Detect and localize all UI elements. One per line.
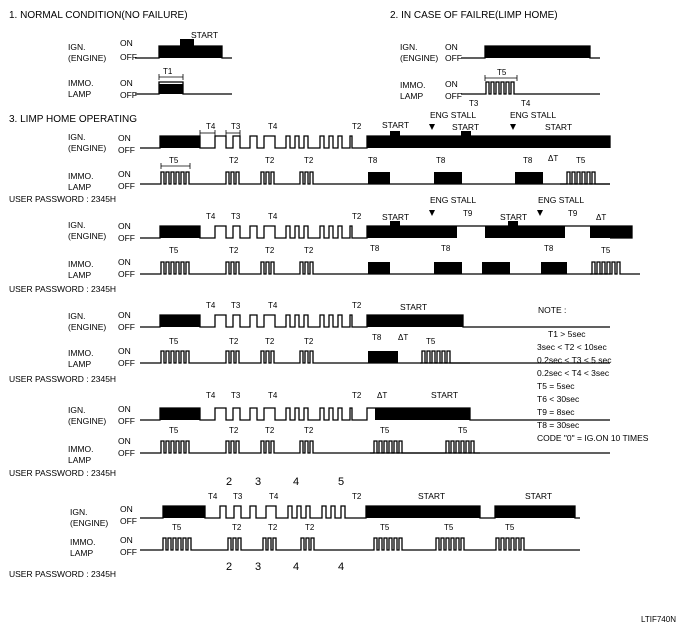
s2-ign-on: ON bbox=[445, 42, 458, 52]
e-engine-label: (ENGINE) bbox=[70, 518, 109, 528]
b-t8-block-1 bbox=[368, 262, 390, 274]
e-digit-bottom-4: 4 bbox=[338, 561, 345, 573]
e-digit-bottom-2: 3 bbox=[255, 561, 262, 573]
s1-lamp-label: LAMP bbox=[68, 89, 92, 99]
d-t2-1: T2 bbox=[229, 426, 239, 435]
s1-start: START bbox=[191, 30, 219, 40]
d-ign-label: IGN. bbox=[68, 405, 86, 415]
b-immo-on: ON bbox=[118, 257, 131, 267]
b-immo-off: OFF bbox=[118, 269, 135, 279]
c-t2-1: T2 bbox=[229, 337, 239, 346]
e-ign-label: IGN. bbox=[70, 507, 88, 517]
d-t4-1: T4 bbox=[206, 391, 216, 400]
figure-id: LTIF740N bbox=[641, 615, 676, 624]
c-delta: ΔT bbox=[398, 333, 409, 342]
b-stall-arrow-2 bbox=[537, 210, 543, 216]
e-t4-2: T4 bbox=[269, 492, 279, 501]
b-t8-2: T8 bbox=[441, 244, 451, 253]
a-ign-on: ON bbox=[118, 133, 131, 143]
b-t4-1: T4 bbox=[206, 212, 216, 221]
e-t2-3: T2 bbox=[305, 523, 315, 532]
a-t8-block-2 bbox=[434, 172, 462, 184]
c-t4-2: T4 bbox=[268, 301, 278, 310]
b-ign-label: IGN. bbox=[68, 220, 86, 230]
b-t2-2: T2 bbox=[265, 246, 275, 255]
e-t2-1: T2 bbox=[232, 523, 242, 532]
a-t8-2: T8 bbox=[436, 156, 446, 165]
c-immo-off: OFF bbox=[118, 358, 135, 368]
a-delta: ΔT bbox=[548, 154, 559, 163]
note-line-7: T9 = 8sec bbox=[537, 407, 575, 417]
s1-ign-label: IGN. bbox=[68, 42, 86, 52]
e-immo-label: IMMO. bbox=[70, 537, 96, 547]
s2-ign-off: OFF bbox=[445, 53, 462, 63]
note-line-3: 0.2sec < T3 < 5 sec bbox=[537, 355, 612, 365]
b-t2-1: T2 bbox=[229, 246, 239, 255]
s1-start-block bbox=[180, 39, 194, 46]
note-line-9: CODE "0" = IG.ON 10 TIMES bbox=[537, 433, 649, 443]
d-t5-1: T5 bbox=[169, 426, 179, 435]
b-t8-block-4 bbox=[541, 262, 567, 274]
c-immo-on: ON bbox=[118, 346, 131, 356]
c-engine-label: (ENGINE) bbox=[68, 322, 107, 332]
s1-immo-block bbox=[159, 84, 183, 94]
d-t2-3: T2 bbox=[304, 426, 314, 435]
d-password: USER PASSWORD : 2345H bbox=[9, 468, 117, 478]
a-t4-2: T4 bbox=[268, 122, 278, 131]
e-t5-4: T5 bbox=[505, 523, 515, 532]
e-digit-top-4: 5 bbox=[338, 476, 345, 488]
b-t4-2: T4 bbox=[268, 212, 278, 221]
s2-lamp-label: LAMP bbox=[400, 91, 424, 101]
d-immo-label: IMMO. bbox=[68, 444, 94, 454]
e-digit-top-3: 4 bbox=[293, 476, 300, 488]
a-stall-arrow-1 bbox=[429, 124, 435, 130]
a-immo-off: OFF bbox=[118, 181, 135, 191]
b-t2-3: T2 bbox=[304, 246, 314, 255]
d-immo-on: ON bbox=[118, 436, 131, 446]
a-t4-1: T4 bbox=[206, 122, 216, 131]
b-t2-top: T2 bbox=[352, 212, 362, 221]
a-t2-2: T2 bbox=[265, 156, 275, 165]
s2-engine-label: (ENGINE) bbox=[400, 53, 439, 63]
d-delta: ΔT bbox=[377, 391, 388, 400]
e-immo-wave bbox=[140, 538, 580, 550]
e-t5-1: T5 bbox=[172, 523, 182, 532]
c-t2-2: T2 bbox=[265, 337, 275, 346]
d-t4-2: T4 bbox=[268, 391, 278, 400]
s1-engine-label: (ENGINE) bbox=[68, 53, 107, 63]
a-start-1: START bbox=[382, 120, 410, 130]
s2-t5: T5 bbox=[497, 68, 507, 77]
section3-title: 3. LIMP HOME OPERATING bbox=[9, 114, 137, 125]
note-title: NOTE : bbox=[538, 305, 567, 315]
d-immo-wave-2 bbox=[370, 441, 480, 453]
a-t5-1: T5 bbox=[169, 156, 179, 165]
c-ign-run bbox=[367, 315, 463, 327]
s1-immo-on: ON bbox=[120, 78, 133, 88]
c-t8-block bbox=[368, 351, 398, 363]
d-t3: T3 bbox=[231, 391, 241, 400]
b-t8-1: T8 bbox=[370, 244, 380, 253]
b-start-2: START bbox=[500, 212, 528, 222]
e-ign-run-1 bbox=[366, 506, 480, 518]
b-delta: ΔT bbox=[596, 213, 607, 222]
e-lamp-label: LAMP bbox=[70, 548, 94, 558]
b-lamp-label: LAMP bbox=[68, 270, 92, 280]
e-t4-1: T4 bbox=[208, 492, 218, 501]
b-t8-block-2 bbox=[434, 262, 462, 274]
s1-ign-on: ON bbox=[120, 38, 133, 48]
s2-immo-label: IMMO. bbox=[400, 80, 426, 90]
note-line-1: T1 > 5sec bbox=[548, 329, 586, 339]
b-ign-on: ON bbox=[118, 221, 131, 231]
e-password: USER PASSWORD : 2345H bbox=[9, 569, 117, 579]
b-eng-stall-1: ENG STALL bbox=[430, 195, 477, 205]
c-t5-2: T5 bbox=[426, 337, 436, 346]
e-ign-on: ON bbox=[120, 504, 133, 514]
e-ign-run-2 bbox=[495, 506, 575, 518]
d-t2-top: T2 bbox=[352, 391, 362, 400]
a-stall-arrow-2 bbox=[510, 124, 516, 130]
b-t3: T3 bbox=[231, 212, 241, 221]
b-t8-block-3 bbox=[482, 262, 510, 274]
b-t9-2: T9 bbox=[568, 209, 578, 218]
note-line-8: T8 = 30sec bbox=[537, 420, 580, 430]
a-eng-stall-1: ENG STALL bbox=[430, 110, 477, 120]
s2-ign-block bbox=[485, 46, 590, 58]
s2-ign-label: IGN. bbox=[400, 42, 418, 52]
a-start-3: START bbox=[545, 122, 573, 132]
a-immo-on: ON bbox=[118, 169, 131, 179]
e-t5-2: T5 bbox=[380, 523, 390, 532]
a-ign-off: OFF bbox=[118, 145, 135, 155]
a-immo-wave-2 bbox=[560, 172, 610, 184]
c-password: USER PASSWORD : 2345H bbox=[9, 374, 117, 384]
c-immo-wave-2 bbox=[420, 351, 470, 363]
d-t2-2: T2 bbox=[265, 426, 275, 435]
c-t3: T3 bbox=[231, 301, 241, 310]
e-digit-bottom-1: 2 bbox=[226, 561, 233, 573]
c-ign-label: IGN. bbox=[68, 311, 86, 321]
b-password: USER PASSWORD : 2345H bbox=[9, 284, 117, 294]
d-ign-wave-block bbox=[160, 408, 200, 420]
b-ign-run-2 bbox=[485, 226, 565, 238]
e-t2-top: T2 bbox=[352, 492, 362, 501]
s2-immo-on: ON bbox=[445, 79, 458, 89]
c-ign-wave-block bbox=[160, 315, 200, 327]
b-stall-arrow-1 bbox=[429, 210, 435, 216]
b-t8-3: T8 bbox=[544, 244, 554, 253]
e-ign-off: OFF bbox=[120, 516, 137, 526]
a-t8-block-1 bbox=[368, 172, 390, 184]
a-t2-top: T2 bbox=[352, 122, 362, 131]
e-t2-2: T2 bbox=[268, 523, 278, 532]
c-immo-label: IMMO. bbox=[68, 348, 94, 358]
a-t2-1: T2 bbox=[229, 156, 239, 165]
a-start-2: START bbox=[452, 122, 480, 132]
a-ign-wave-block bbox=[160, 136, 200, 148]
e-digit-top-1: 2 bbox=[226, 476, 233, 488]
a-lamp-label: LAMP bbox=[68, 182, 92, 192]
s2-t4: T4 bbox=[521, 99, 531, 108]
a-immo-label: IMMO. bbox=[68, 171, 94, 181]
note-line-5: T5 = 5sec bbox=[537, 381, 575, 391]
a-ign-run bbox=[367, 136, 610, 148]
s1-t1: T1 bbox=[163, 67, 173, 76]
d-lamp-label: LAMP bbox=[68, 455, 92, 465]
c-t2-3: T2 bbox=[304, 337, 314, 346]
b-start-1: START bbox=[382, 212, 410, 222]
note-line-2: 3sec < T2 < 10sec bbox=[537, 342, 607, 352]
c-ign-off: OFF bbox=[118, 322, 135, 332]
c-t4-1: T4 bbox=[206, 301, 216, 310]
b-eng-stall-2: ENG STALL bbox=[538, 195, 585, 205]
d-t5-2: T5 bbox=[380, 426, 390, 435]
section2-title: 2. IN CASE OF FAILRE(LIMP HOME) bbox=[390, 10, 558, 21]
s1-ign-off: OFF bbox=[120, 52, 137, 62]
c-start: START bbox=[400, 302, 428, 312]
note-line-4: 0.2sec < T4 < 3sec bbox=[537, 368, 610, 378]
section1-title: 1. NORMAL CONDITION(NO FAILURE) bbox=[9, 10, 188, 21]
b-ign-wave-block bbox=[160, 226, 200, 238]
a-password: USER PASSWORD : 2345H bbox=[9, 194, 117, 204]
a-t2-3: T2 bbox=[304, 156, 314, 165]
a-ign-label: IGN. bbox=[68, 132, 86, 142]
c-ign-on: ON bbox=[118, 310, 131, 320]
a-t5-2: T5 bbox=[576, 156, 586, 165]
b-ign-off: OFF bbox=[118, 233, 135, 243]
e-ign-block bbox=[163, 506, 205, 518]
b-engine-label: (ENGINE) bbox=[68, 231, 107, 241]
b-t9-1: T9 bbox=[463, 209, 473, 218]
a-eng-stall-2: ENG STALL bbox=[510, 110, 557, 120]
d-ign-off: OFF bbox=[118, 416, 135, 426]
d-ign-run bbox=[375, 408, 470, 420]
s2-immo-wave bbox=[461, 82, 600, 94]
a-start-block-1 bbox=[390, 131, 400, 136]
c-t5-1: T5 bbox=[169, 337, 179, 346]
e-start-1: START bbox=[418, 491, 446, 501]
s2-immo-off: OFF bbox=[445, 91, 462, 101]
d-immo-off: OFF bbox=[118, 448, 135, 458]
waveform-fills bbox=[159, 39, 632, 518]
s1-ign-block bbox=[159, 46, 222, 58]
s1-immo-off: OFF bbox=[120, 90, 137, 100]
d-start: START bbox=[431, 390, 459, 400]
d-t5-3: T5 bbox=[458, 426, 468, 435]
b-immo-wave-2 bbox=[590, 262, 640, 274]
e-digit-bottom-3: 4 bbox=[293, 561, 300, 573]
b-t5-2: T5 bbox=[601, 246, 611, 255]
e-digit-top-2: 3 bbox=[255, 476, 262, 488]
c-t2-top: T2 bbox=[352, 301, 362, 310]
b-immo-label: IMMO. bbox=[68, 259, 94, 269]
c-lamp-label: LAMP bbox=[68, 359, 92, 369]
b-ign-run-3 bbox=[590, 226, 632, 238]
d-ign-on: ON bbox=[118, 404, 131, 414]
note-line-6: T6 < 30sec bbox=[537, 394, 580, 404]
a-t8-1: T8 bbox=[368, 156, 378, 165]
e-immo-off: OFF bbox=[120, 547, 137, 557]
a-t3: T3 bbox=[231, 122, 241, 131]
c-t8: T8 bbox=[372, 333, 382, 342]
e-immo-on: ON bbox=[120, 535, 133, 545]
b-t5-1: T5 bbox=[169, 246, 179, 255]
e-t5-3: T5 bbox=[444, 523, 454, 532]
b-ign-run-1 bbox=[367, 226, 457, 238]
s1-immo-wave bbox=[135, 82, 232, 94]
e-t3: T3 bbox=[233, 492, 243, 501]
a-engine-label: (ENGINE) bbox=[68, 143, 107, 153]
s1-immo-label: IMMO. bbox=[68, 78, 94, 88]
a-t8-3: T8 bbox=[523, 156, 533, 165]
s2-t3: T3 bbox=[469, 99, 479, 108]
a-t8-block-3 bbox=[515, 172, 543, 184]
d-engine-label: (ENGINE) bbox=[68, 416, 107, 426]
e-start-2: START bbox=[525, 491, 553, 501]
